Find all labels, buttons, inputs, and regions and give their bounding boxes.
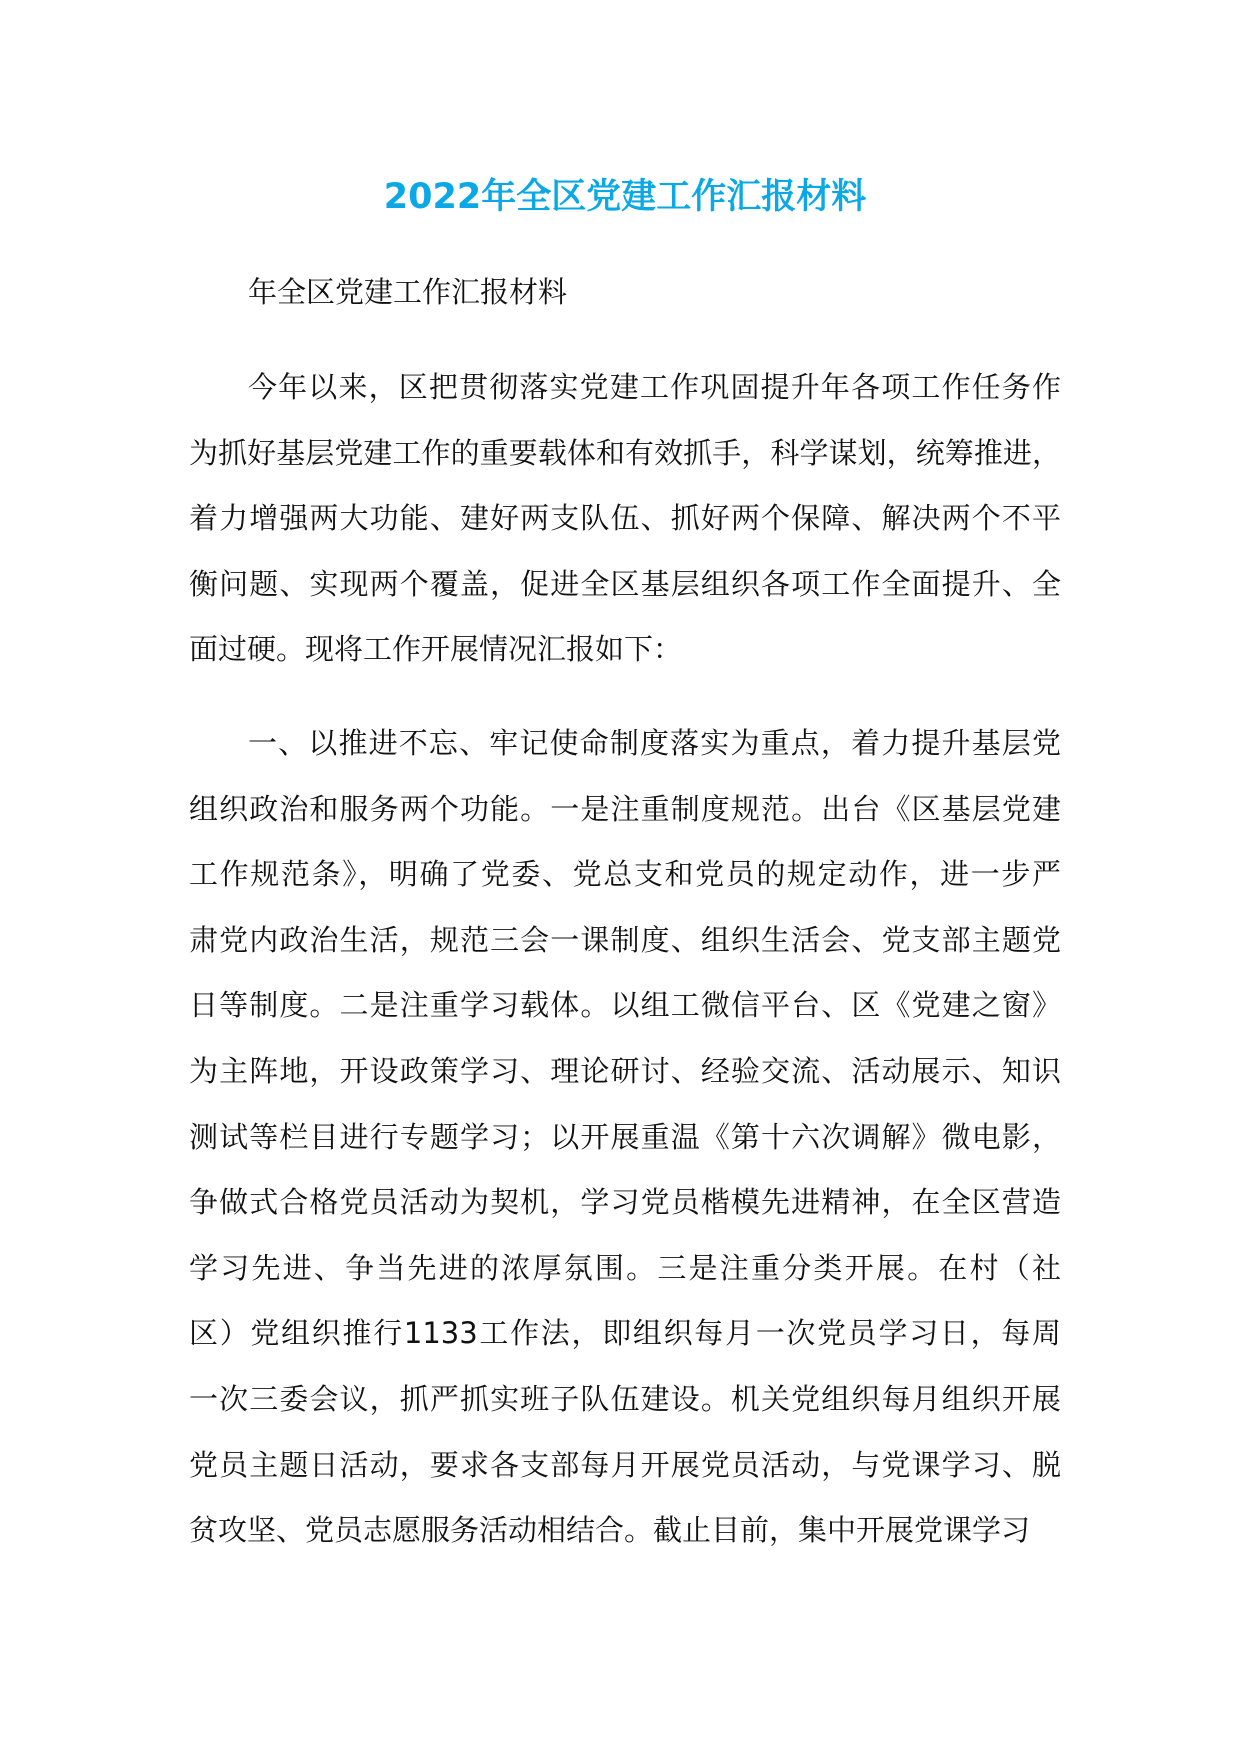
document-title: 2022年全区党建工作汇报材料 xyxy=(383,177,867,217)
paragraph-line: 一次三委会议，抓严抓实班子队伍建设。机关党组织每月组织开展 xyxy=(189,1382,1061,1416)
paragraph-line: 今年以来，区把贯彻落实党建工作巩固提升年各项工作任务作 xyxy=(248,370,1061,404)
paragraph-line: 为主阵地，开设政策学习、理论研讨、经验交流、活动展示、知识 xyxy=(189,1054,1061,1088)
paragraph-line: 一、以推进不忘、牢记使命制度落实为重点，着力提升基层党 xyxy=(248,726,1061,760)
paragraph-line: 贫攻坚、党员志愿服务活动相结合。截止目前，集中开展党课学习 xyxy=(189,1513,1031,1548)
paragraph-line: 面过硬。现将工作开展情况汇报如下： xyxy=(189,632,683,667)
paragraph-line: 测试等栏目进行专题学习；以开展重温《第十六次调解》微电影， xyxy=(189,1119,1061,1154)
document-subtitle: 年全区党建工作汇报材料 xyxy=(248,275,568,309)
paragraph-line: 为抓好基层党建工作的重要载体和有效抓手，科学谋划，统筹推进， xyxy=(189,435,1061,470)
paragraph-line: 区）党组织推行1133工作法，即组织每月一次党员学习日，每周 xyxy=(189,1316,1061,1351)
paragraph-line: 肃党内政治生活，规范三会一课制度、组织生活会、党支部主题党 xyxy=(189,922,1061,957)
paragraph-line: 衡问题、实现两个覆盖，促进全区基层组织各项工作全面提升、全 xyxy=(189,566,1061,601)
paragraph-line: 日等制度。二是注重学习载体。以组工微信平台、区《党建之窗》 xyxy=(189,988,1061,1023)
paragraph-line: 学习先进、争当先进的浓厚氛围。三是注重分类开展。在村（社 xyxy=(189,1250,1061,1285)
paragraph-line: 组织政治和服务两个功能。一是注重制度规范。出台《区基层党建 xyxy=(189,791,1061,826)
paragraph-line: 党员主题日活动，要求各支部每月开展党员活动，与党课学习、脱 xyxy=(189,1447,1061,1482)
paragraph-line: 争做式合格党员活动为契机，学习党员楷模先进精神，在全区营造 xyxy=(189,1185,1061,1220)
paragraph-line: 着力增强两大功能、建好两支队伍、抓好两个保障、解决两个不平 xyxy=(189,501,1061,536)
paragraph-line: 工作规范条》，明确了党委、党总支和党员的规定动作，进一步严 xyxy=(189,857,1061,892)
